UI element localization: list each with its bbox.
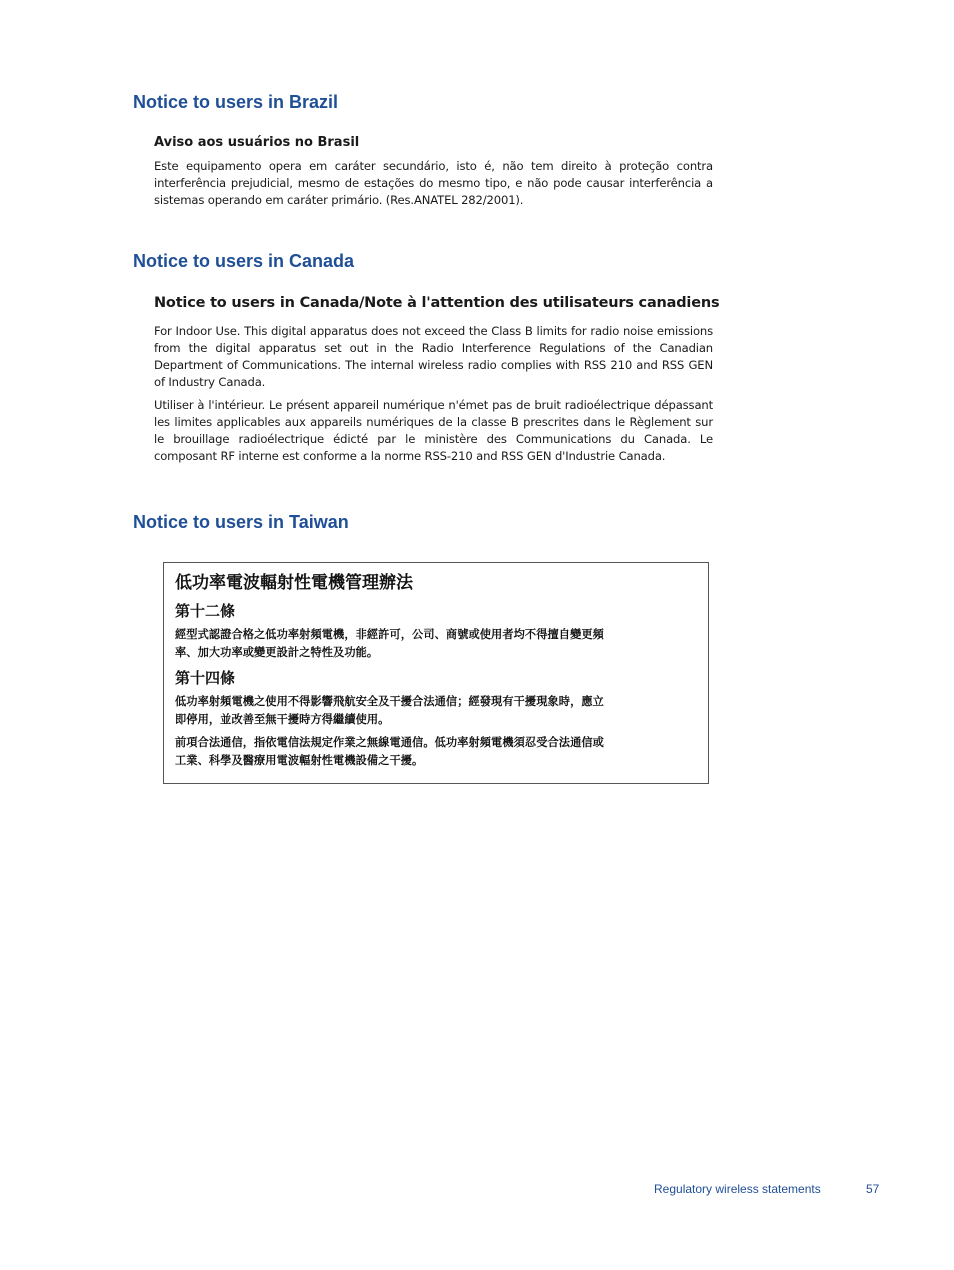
taiwan-article-14-line-1: 低功率射頻電機之使用不得影響飛航安全及干擾合法通信；經發現有干擾現象時，應立	[175, 695, 604, 708]
taiwan-article-12-line-2: 率、加大功率或變更設計之特性及功能。	[175, 646, 379, 659]
footer-section-name: Regulatory wireless statements	[654, 1182, 821, 1196]
heading-brazil: Notice to users in Brazil	[133, 92, 339, 112]
footer-page-number: 57	[866, 1182, 880, 1196]
canada-notice-title: Notice to users in Canada/Note à l'attention des utilisateurs canadiens	[154, 295, 720, 311]
brazil-notice-title: Aviso aos usuários no Brasil	[154, 135, 360, 150]
taiwan-notice-box	[163, 562, 709, 784]
brazil-notice-text: Este equipamento opera em caráter secundário, isto é, não tem direito à proteção contra interferência prejudicial, mesmo de estações do mesmo tipo, e não pode causar interferência a sistemas operando em caráter primário. (Res.ANATEL 282/2001).	[154, 159, 713, 207]
taiwan-article-12-heading: 第十二條	[175, 602, 236, 620]
taiwan-article-14-line-2: 即停用，並改善至無干擾時方得繼續使用。	[175, 713, 390, 726]
taiwan-article-14b-line-2: 工業、科學及醫療用電波輻射性電機設備之干擾。	[175, 754, 424, 767]
taiwan-notice-title: 低功率電波輻射性電機管理辦法	[175, 573, 413, 593]
heading-taiwan: Notice to users in Taiwan	[133, 512, 349, 532]
taiwan-article-12-line-1: 經型式認證合格之低功率射頻電機，非經許可，公司、商號或使用者均不得擅自變更頻	[175, 628, 604, 641]
canada-notice-image	[154, 295, 720, 465]
taiwan-article-14-text-2	[175, 734, 698, 770]
canada-notice-text-en: For Indoor Use. This digital apparatus does not exceed the Class B limits for radio noise emissions from the digital apparatus set out in the Radio Interference Regulations of the Canadian Department of Communications. The internal wireless radio complies with RSS 210 and RSS GEN of Industry Canada.	[154, 324, 713, 389]
heading-canada: Notice to users in Canada	[133, 251, 355, 271]
taiwan-article-14-text	[175, 693, 698, 729]
taiwan-article-12-text	[175, 626, 698, 662]
taiwan-article-14b-line-1: 前項合法通信，指依電信法規定作業之無線電通信。低功率射頻電機須忍受合法通信或	[175, 736, 604, 749]
brazil-notice-image	[154, 135, 713, 209]
canada-notice-text-fr: Utiliser à l'intérieur. Le présent appareil numérique n'émet pas de bruit radioélectrique dépassant les limites applicables aux appareils numériques de la classe B prescrites dans le Règlement sur le brouillage radioélectrique édicté par le ministère des Communications du Canada. Le composant RF interne est conforme a la norme RSS-210 and RSS GEN d'Industrie Canada.	[154, 398, 713, 463]
taiwan-article-14-heading: 第十四條	[175, 669, 236, 687]
